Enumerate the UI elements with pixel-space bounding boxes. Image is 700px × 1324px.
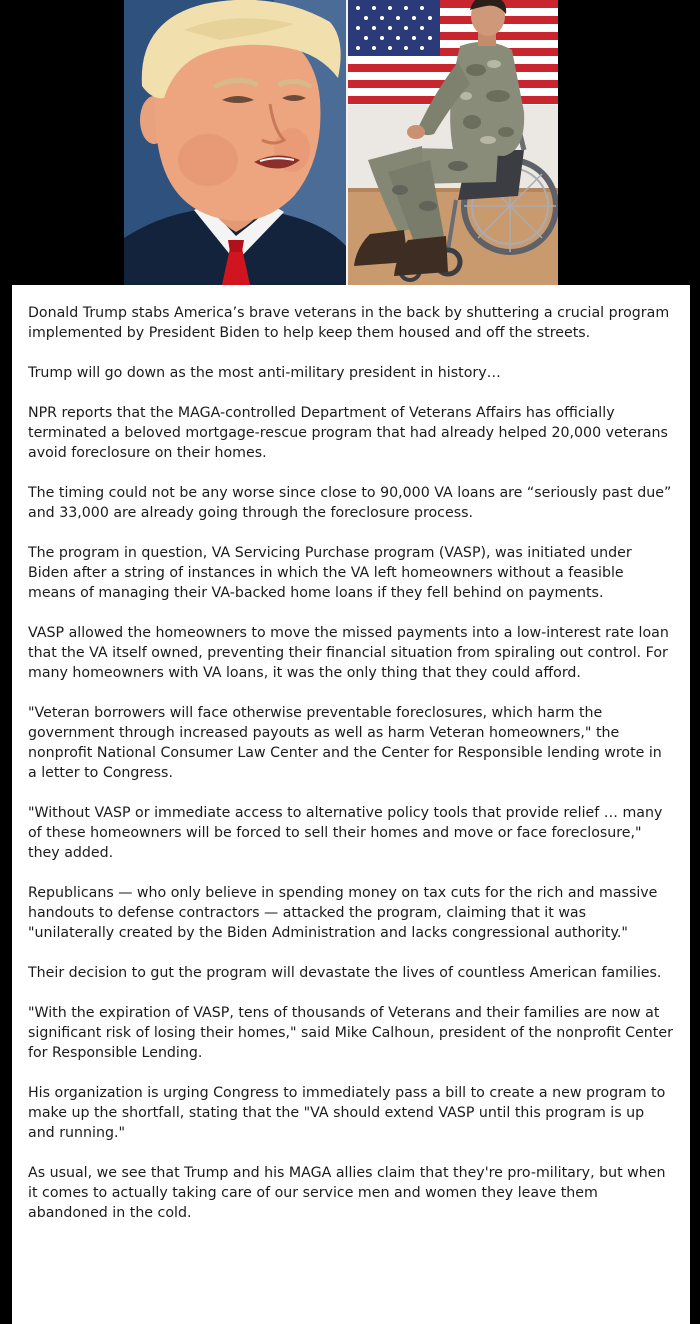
article-paragraph-3: NPR reports that the MAGA-controlled Department of Veterans Affairs has officially terminated a beloved mortgage-rescue program that had already helped 20,000 veterans avoid foreclosure on their homes. bbox=[28, 405, 668, 461]
article-paragraph-12: His organization is urging Congress to immediately pass a bill to create a new program to make up the shortfall, stating that the "VA should extend VASP until this program is up and running." bbox=[28, 1085, 666, 1141]
article-paragraph-8: "Without VASP or immediate access to alternative policy tools that provide relief … many of these homeowners will be forced to sell their homes and move or face foreclosure," they added. bbox=[28, 805, 663, 861]
article-paragraph-5: The program in question, VA Servicing Purchase program (VASP), was initiated under Biden after a string of instances in which the VA left homeowners without a feasible means of managing their VA-backed home loans if they fell behind on payments. bbox=[28, 545, 632, 601]
article-paragraph-9: Republicans — who only believe in spending money on tax cuts for the rich and massive handouts to defense contractors — attacked the program, claiming that it was "unilaterally created by the Biden Administration and lacks congressional authority." bbox=[28, 885, 658, 941]
article-paragraph-2: Trump will go down as the most anti-military president in history… bbox=[28, 365, 501, 381]
veteran-wheelchair-photo bbox=[348, 0, 558, 285]
header-photo bbox=[124, 0, 558, 285]
article-paragraph-6: VASP allowed the homeowners to move the missed payments into a low-interest rate loan that the VA itself owned, preventing their financial situation from spiraling out control. For many homeowners with VA loans, it was the only thing that they could afford. bbox=[28, 625, 669, 681]
article-paragraph-11: "With the expiration of VASP, tens of thousands of Veterans and their families are now at significant risk of losing their homes," said Mike Calhoun, president of the nonprofit Center for Responsible Lending. bbox=[28, 1005, 673, 1061]
article-paragraph-13: As usual, we see that Trump and his MAGA allies claim that they're pro-military, but when it comes to actually taking care of our service men and women they leave them abandoned in the cold. bbox=[28, 1165, 666, 1221]
article-paragraph-4: The timing could not be any worse since close to 90,000 VA loans are “seriously past due” and 33,000 are already going through the foreclosure process. bbox=[28, 485, 672, 521]
portrait-illustration bbox=[124, 0, 346, 285]
article-paragraph-10: Their decision to gut the program will devastate the lives of countless American families. bbox=[28, 965, 662, 981]
article-body bbox=[12, 285, 690, 1324]
article-paragraph-7: "Veteran borrowers will face otherwise preventable foreclosures, which harm the government through increased payouts as well as harm Veteran homeowners," the nonprofit National Consumer Law Center and the Center for Responsible lending wrote in a letter to Congress. bbox=[28, 705, 662, 781]
veteran-illustration bbox=[348, 0, 558, 285]
article-paragraph-1: Donald Trump stabs America’s brave veterans in the back by shuttering a crucial program implemented by President Biden to help keep them housed and off the streets. bbox=[28, 305, 670, 341]
trump-portrait-photo bbox=[124, 0, 346, 285]
